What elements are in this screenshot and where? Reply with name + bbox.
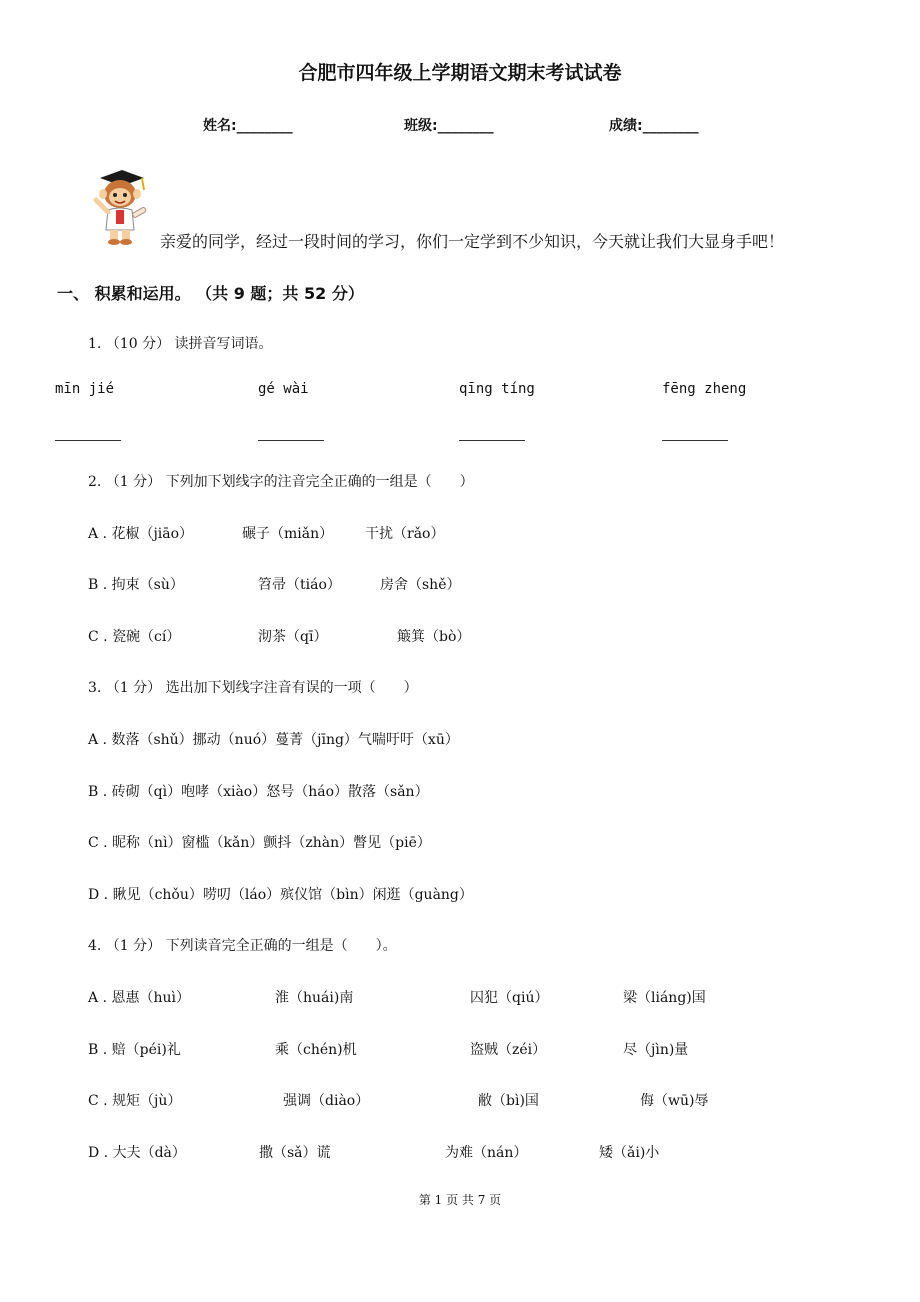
q4-option-d-2: 撒（sǎ）谎	[259, 1145, 331, 1161]
page-number: 第 1 页 共 7 页	[418, 1193, 502, 1207]
q4-option-b-2: 乘（chén)机	[275, 1042, 357, 1058]
question-4-stem: 4. （1 分） 下列读音完全正确的一组是（ ）。	[88, 938, 397, 954]
q4-option-a-3: 囚犯（qiú）	[470, 990, 549, 1006]
q4-option-d-4: 矮（ǎi)小	[599, 1145, 660, 1161]
page-title: 合肥市四年级上学期语文期末考试试卷	[298, 62, 622, 84]
q4-option-c-4: 侮（wū)辱	[640, 1093, 709, 1109]
q2-option-b-3: 房舍（shě）	[380, 577, 461, 593]
q1-pinyin-3: qīng tíng	[459, 381, 535, 397]
q4-option-d-1: D . 大夫（dà）	[88, 1145, 186, 1161]
q4-option-c-1: C . 规矩（jù）	[88, 1093, 182, 1109]
q2-option-c-3: 簸箕（bò）	[397, 629, 471, 645]
question-1-stem: 1. （10 分） 读拼音写词语。	[88, 336, 273, 352]
greeting-text: 亲爱的同学，经过一段时间的学习，你们一定学到不少知识，今天就让我们大显身手吧！	[160, 232, 785, 251]
q1-answer-blank-3[interactable]	[459, 440, 525, 441]
q2-option-a-2: 碾子（miǎn）	[242, 526, 334, 542]
q2-option-a-1: A . 花椒（jiāo）	[88, 526, 194, 542]
section-heading: 一、 积累和运用。 （共 9 题；共 52 分）	[57, 284, 364, 303]
q4-option-a-1: A . 恩惠（huì）	[88, 990, 190, 1006]
question-3-stem: 3. （1 分） 选出加下划线字注音有误的一项（ ）	[88, 680, 418, 696]
q4-option-b-1: B . 赔（péi)礼	[88, 1042, 181, 1058]
q2-option-b-1: B . 拘束（sù）	[88, 577, 184, 593]
q4-option-a-2: 淮（huái)南	[275, 990, 354, 1006]
mascot-graduate-icon	[86, 164, 152, 246]
class-field: 班级:________	[404, 118, 494, 134]
name-field: 姓名:________	[203, 118, 293, 134]
q4-option-b-3: 盗贼（zéi）	[470, 1042, 547, 1058]
q3-option-a: A . 数落（shǔ）挪动（nuó）蔓菁（jīng）气喘吁吁（xū）	[88, 732, 459, 748]
q2-option-c-1: C . 瓷碗（cí）	[88, 629, 181, 645]
q4-option-d-3: 为难（nán）	[445, 1145, 528, 1161]
q3-option-b: B . 砖砌（qì）咆哮（xiào）怒号（háo）散落（sǎn）	[88, 784, 429, 800]
q1-pinyin-4: fēng zheng	[662, 381, 747, 397]
q3-option-d: D . 瞅见（chǒu）唠叨（láo）殡仪馆（bìn）闲逛（guàng）	[88, 887, 473, 903]
q2-option-c-2: 沏茶（qī）	[258, 629, 328, 645]
q4-option-b-4: 尽（jìn)量	[623, 1042, 689, 1058]
q3-option-c: C . 昵称（nì）窗槛（kǎn）颤抖（zhàn）瞥见（piē）	[88, 835, 431, 851]
question-2-stem: 2. （1 分） 下列加下划线字的注音完全正确的一组是（ ）	[88, 474, 474, 490]
q1-pinyin-2: gé wài	[258, 381, 309, 397]
q1-answer-blank-1[interactable]	[55, 440, 121, 441]
score-field: 成绩:________	[609, 118, 699, 134]
q1-answer-blank-4[interactable]	[662, 440, 728, 441]
q1-answer-blank-2[interactable]	[258, 440, 324, 441]
q4-option-a-4: 梁（liáng)国	[623, 990, 706, 1006]
q2-option-b-2: 笤帚（tiáo）	[258, 577, 341, 593]
q4-option-c-2: 强调（diào）	[283, 1093, 370, 1109]
q1-pinyin-1: mīn jié	[55, 381, 115, 397]
q2-option-a-3: 干扰（rǎo）	[365, 526, 445, 542]
q4-option-c-3: 敝（bì)国	[478, 1093, 539, 1109]
